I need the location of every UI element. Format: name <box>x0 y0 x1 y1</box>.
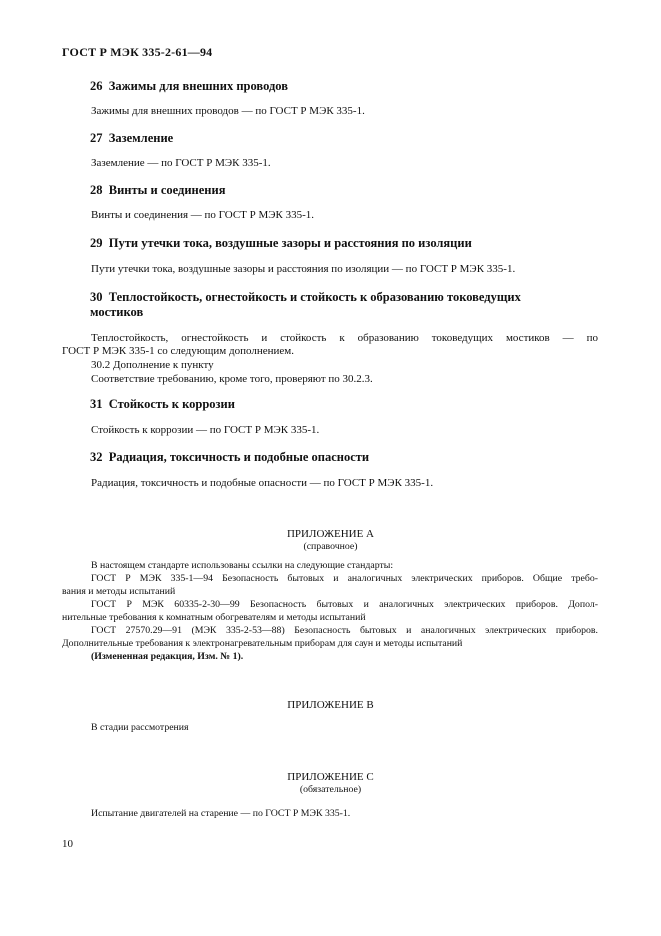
document-header: ГОСТ Р МЭК 335-2-61—94 <box>62 45 213 59</box>
appendix-b-body: В стадии рассмотрения <box>91 722 189 733</box>
appendix-a-line: ГОСТ Р МЭК 60335-2-30—99 Безопасность бытовых и аналогичных электрических приборов. Допол- <box>91 599 598 610</box>
section-number: 30 <box>90 290 103 304</box>
section-title: Винты и соединения <box>108 183 226 197</box>
section-number: 31 <box>90 397 103 411</box>
section-31-body: Стойкость к коррозии — по ГОСТ Р МЭК 335-1. <box>91 424 320 436</box>
section-28-body: Винты и соединения — по ГОСТ Р МЭК 335-1. <box>91 209 315 221</box>
section-29-heading <box>90 236 472 251</box>
appendix-a-line: В настоящем стандарте использованы ссылки на следующие стандарты: <box>91 560 394 571</box>
section-30-heading-continued: мостиков <box>90 305 144 319</box>
page-number: 10 <box>62 838 73 850</box>
section-title: Заземление <box>108 131 174 145</box>
appendix-a-line: ГОСТ 27570.29—91 (МЭК 335-2-53—88) Безопасность бытовых и аналогичных электрических приборов. <box>91 625 598 636</box>
section-number: 27 <box>90 131 103 145</box>
section-26-body: Зажимы для внешних проводов — по ГОСТ Р МЭК 335-1. <box>91 105 365 117</box>
appendix-a-line: вания и методы испытаний <box>62 586 176 597</box>
section-31-heading <box>90 397 235 412</box>
appendix-a-line: ГОСТ Р МЭК 335-1—94 Безопасность бытовых и аналогичных электрических приборов. Общие требо- <box>91 573 598 584</box>
appendix-a-title: ПРИЛОЖЕНИЕ А <box>286 528 374 540</box>
section-32-body: Радиация, токсичность и подобные опасности — по ГОСТ Р МЭК 335-1. <box>91 477 434 489</box>
section-28-heading <box>90 183 225 198</box>
section-27-body: Заземление — по ГОСТ Р МЭК 335-1. <box>91 157 271 169</box>
section-number: 26 <box>90 79 103 93</box>
appendix-a-line: Дополнительные требования к электронагревательным приборам для саун и методы испытаний <box>62 638 463 649</box>
section-29-body: Пути утечки тока, воздушные зазоры и расстояния по изоляции — по ГОСТ Р МЭК 335-1. <box>91 263 516 275</box>
section-title: Теплостойкость, огнестойкость и стойкость к образованию токоведущих <box>108 290 521 304</box>
section-30-body-line: Соответствие требованию, кроме того, проверяют по 30.2.3. <box>91 373 373 385</box>
section-number: 29 <box>90 236 103 250</box>
section-26-heading <box>90 79 288 94</box>
appendix-a-subtitle: (справочное) <box>303 541 358 552</box>
subclause-30-2: 30.2 Дополнение к пункту <box>91 359 214 371</box>
section-number: 32 <box>90 450 103 464</box>
appendix-a-line: нительные требования к комнатным обогревателям и методы испытаний <box>62 612 366 623</box>
section-title: Пути утечки тока, воздушные зазоры и расстояния по изоляции <box>108 236 472 250</box>
appendix-b-title: ПРИЛОЖЕНИЕ В <box>287 699 374 711</box>
section-title: Зажимы для внешних проводов <box>108 79 288 93</box>
section-30-heading <box>90 290 521 305</box>
amendment-note: (Измененная редакция, Изм. № 1). <box>91 651 244 662</box>
appendix-c-title: ПРИЛОЖЕНИЕ С <box>287 771 374 783</box>
appendix-c-body: Испытание двигателей на старение — по ГОСТ Р МЭК 335-1. <box>91 808 351 819</box>
section-27-heading <box>90 131 173 146</box>
section-title: Стойкость к коррозии <box>108 397 235 411</box>
section-number: 28 <box>90 183 103 197</box>
section-title: Радиация, токсичность и подобные опасности <box>108 450 370 464</box>
section-32-heading <box>90 450 369 465</box>
section-30-body-line: Теплостойкость, огнестойкость и стойкость к образованию токоведущих мостиков — по <box>91 332 598 344</box>
section-30-body-line: ГОСТ Р МЭК 335-1 со следующим дополнением. <box>62 345 294 357</box>
appendix-c-subtitle: (обязательное) <box>299 784 362 795</box>
